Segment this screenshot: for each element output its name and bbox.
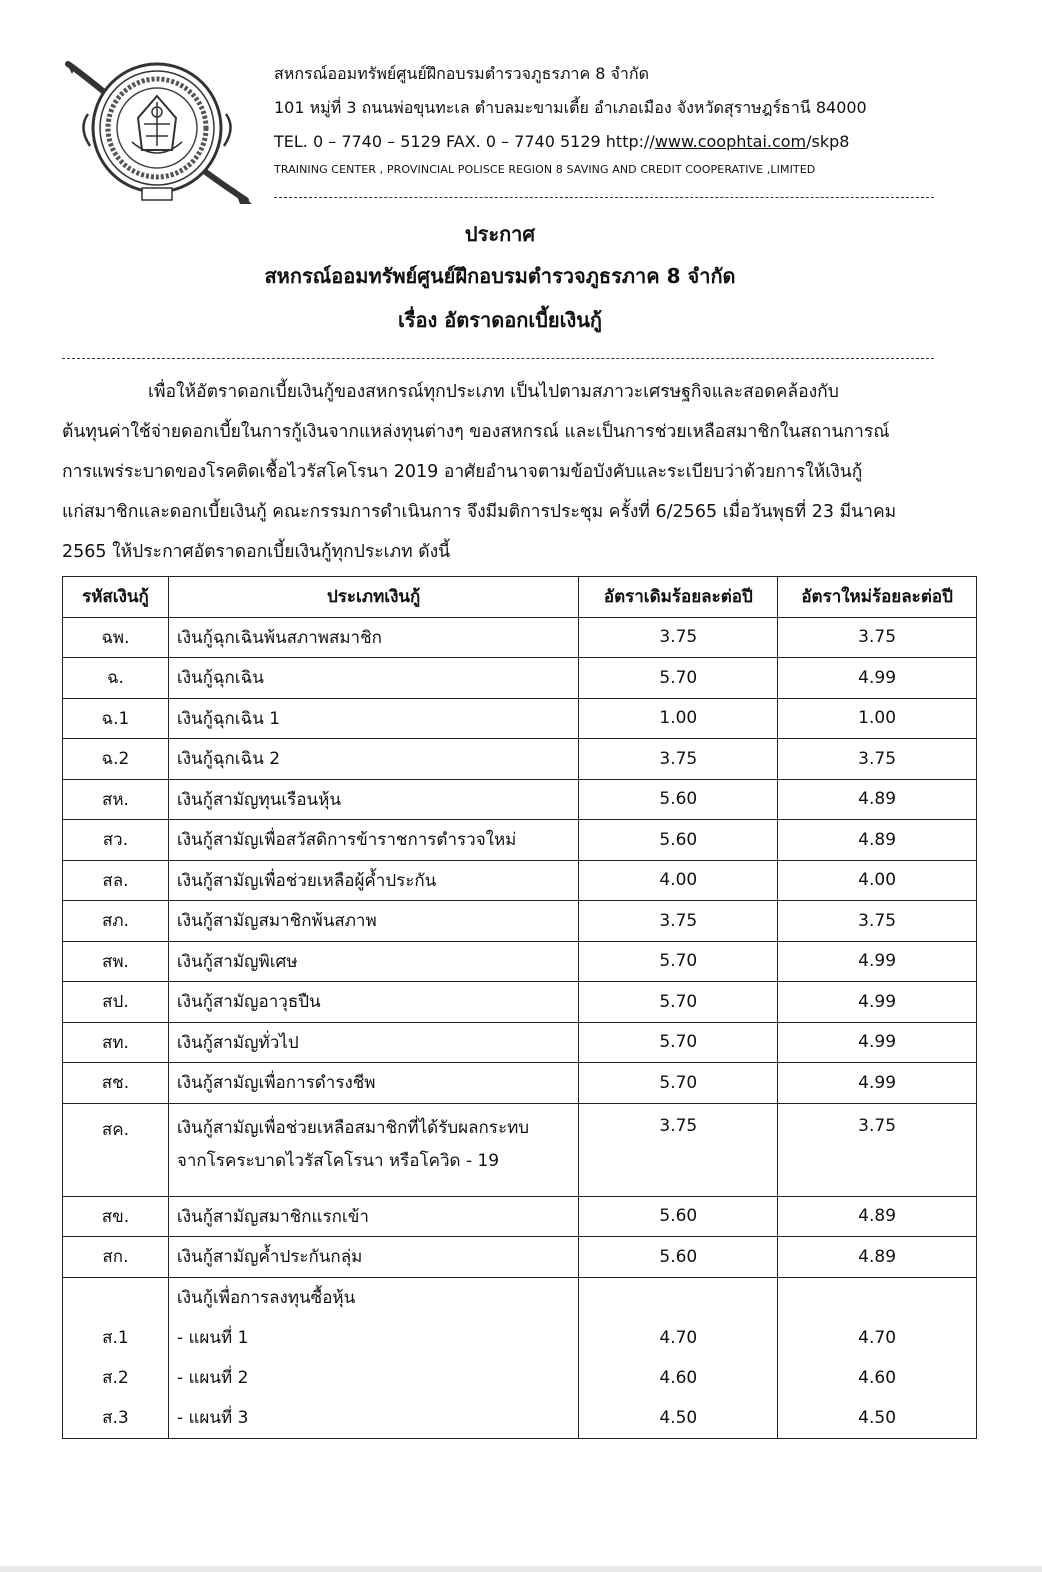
loan-type: เงินกู้สามัญค้ำประกันกลุ่ม — [168, 1237, 579, 1278]
old-rate: 4.60 — [659, 1367, 698, 1388]
title-subject: เรื่อง อัตราดอกเบี้ยเงินกู้ — [397, 308, 603, 332]
new-rate: 3.75 — [778, 739, 977, 780]
title-announcement: ประกาศ — [464, 222, 536, 246]
page-bottom-edge — [0, 1566, 1042, 1572]
old-rate: 5.60 — [579, 820, 778, 861]
loan-type: เงินกู้ฉุกเฉิน 2 — [168, 739, 579, 780]
title-divider — [62, 358, 934, 359]
loan-code: สภ. — [63, 901, 169, 942]
table-row — [63, 820, 977, 861]
loan-type: - แผนที่ 1 — [176, 1327, 249, 1348]
new-rate: 4.89 — [778, 779, 977, 820]
new-rate: 4.50 — [858, 1407, 897, 1428]
loan-type — [168, 1103, 579, 1196]
announcement-title — [0, 214, 1000, 342]
loan-type: เงินกู้สามัญสมาชิกแรกเข้า — [168, 1196, 579, 1237]
old-rate: 5.70 — [579, 658, 778, 699]
loan-type: เงินกู้สามัญพิเศษ — [168, 941, 579, 982]
letterhead-divider — [274, 197, 934, 198]
old-rate: 5.70 — [579, 982, 778, 1023]
old-rate: 3.75 — [579, 901, 778, 942]
loan-type-line: เงินกู้สามัญเพื่อช่วยเหลือสมาชิกที่ได้รับผลกระทบ — [176, 1117, 530, 1138]
announcement-body — [62, 372, 942, 572]
table-row — [63, 1196, 977, 1237]
loan-type: เงินกู้สามัญทั่วไป — [168, 1022, 579, 1063]
new-rate: 3.75 — [778, 617, 977, 658]
old-rate: 5.60 — [579, 779, 778, 820]
new-rate: 4.60 — [858, 1367, 897, 1388]
loan-code: สก. — [63, 1237, 169, 1278]
table-row-share-investment — [63, 1277, 977, 1438]
contact-suffix: /skp8 — [806, 132, 850, 151]
table-row — [63, 1063, 977, 1104]
table-row — [63, 901, 977, 942]
loan-code: สค. — [63, 1103, 169, 1196]
loan-code-stack — [63, 1277, 169, 1438]
loan-code: สข. — [63, 1196, 169, 1237]
contact-prefix: TEL. 0 – 7740 – 5129 FAX. 0 – 7740 5129 http:// — [274, 132, 655, 151]
header-loan-type: ประเภทเงินกู้ — [168, 577, 579, 618]
body-line: การแพร่ระบาดของโรคติดเชื้อไวรัสโคโรนา 2019 อาศัยอำนาจตามข้อบังคับและระเบียบว่าด้วยการให้เงินกู้ — [62, 462, 863, 482]
cooperative-name: สหกรณ์ออมทรัพย์ศูนย์ฝึกอบรมตำรวจภูธรภาค 8 จำกัด — [274, 64, 649, 83]
loan-type-stack — [168, 1277, 579, 1438]
table-row — [63, 698, 977, 739]
old-rate: 4.70 — [659, 1327, 698, 1348]
loan-type: เงินกู้สามัญเพื่อช่วยเหลือผู้ค้ำประกัน — [168, 860, 579, 901]
new-rate: 4.89 — [778, 1196, 977, 1237]
loan-type-line: จากโรคระบาดไวรัสโคโรนา หรือโควิด - 19 — [176, 1150, 500, 1171]
old-rate-stack — [579, 1277, 778, 1438]
body-line: เพื่อให้อัตราดอกเบี้ยเงินกู้ของสหกรณ์ทุกประเภท เป็นไปตามสภาวะเศรษฐกิจและสอดคล้องกับ — [148, 382, 839, 402]
old-rate: 5.70 — [579, 941, 778, 982]
loan-code: ส.3 — [102, 1407, 129, 1428]
loan-type-group-title: เงินกู้เพื่อการลงทุนซื้อหุ้น — [176, 1287, 356, 1308]
new-rate: 4.99 — [778, 941, 977, 982]
header-loan-code: รหัสเงินกู้ — [63, 577, 169, 618]
loan-code: สท. — [63, 1022, 169, 1063]
new-rate: 3.75 — [778, 1103, 977, 1196]
loan-code: ฉ. — [63, 658, 169, 699]
table-row — [63, 860, 977, 901]
loan-code: สว. — [63, 820, 169, 861]
new-rate: 4.99 — [778, 1063, 977, 1104]
old-rate: 3.75 — [579, 1103, 778, 1196]
table-header-row — [63, 577, 977, 618]
body-line: 2565 ให้ประกาศอัตราดอกเบี้ยเงินกู้ทุกประเภท ดังนี้ — [62, 542, 451, 562]
new-rate: 1.00 — [778, 698, 977, 739]
website-link[interactable]: www.coophtai.com — [654, 132, 807, 151]
table-row — [63, 658, 977, 699]
new-rate: 4.99 — [778, 1022, 977, 1063]
table-row-covid-relief — [63, 1103, 977, 1196]
loan-code: สพ. — [63, 941, 169, 982]
loan-code: ฉ.2 — [63, 739, 169, 780]
english-name: TRAINING CENTER , PROVINCIAL POLISCE REGION 8 SAVING AND CREDIT COOPERATIVE ,LIMITED — [274, 163, 816, 176]
title-organization: สหกรณ์ออมทรัพย์ศูนย์ฝึกอบรมตำรวจภูธรภาค 8 จำกัด — [264, 264, 736, 288]
new-rate: 4.89 — [778, 1237, 977, 1278]
old-rate: 5.60 — [579, 1196, 778, 1237]
new-rate: 4.89 — [778, 820, 977, 861]
table-row — [63, 739, 977, 780]
old-rate: 5.70 — [579, 1063, 778, 1104]
table-row — [63, 617, 977, 658]
old-rate: 3.75 — [579, 617, 778, 658]
loan-type: เงินกู้ฉุกเฉินพ้นสภาพสมาชิก — [168, 617, 579, 658]
loan-code: สช. — [63, 1063, 169, 1104]
loan-type: เงินกู้สามัญเพื่อการดำรงชีพ — [168, 1063, 579, 1104]
table-row — [63, 1022, 977, 1063]
loan-type: เงินกู้สามัญทุนเรือนหุ้น — [168, 779, 579, 820]
body-line: ต้นทุนค่าใช้จ่ายดอกเบี้ยในการกู้เงินจากแหล่งทุนต่างๆ ของสหกรณ์ และเป็นการช่วยเหลือสมาชิกในสถานการณ์ — [62, 422, 890, 442]
old-rate: 4.00 — [579, 860, 778, 901]
loan-code: ฉพ. — [63, 617, 169, 658]
old-rate: 5.70 — [579, 1022, 778, 1063]
table-row — [63, 1237, 977, 1278]
new-rate: 4.99 — [778, 658, 977, 699]
old-rate: 3.75 — [579, 739, 778, 780]
body-line: แก่สมาชิกและดอกเบี้ยเงินกู้ คณะกรรมการดำเนินการ จึงมีมติการประชุม ครั้งที่ 6/2565 เมื่อวันพุธที่ 23 มีนาคม — [62, 502, 897, 522]
contact-line — [274, 128, 974, 160]
new-rate: 4.70 — [858, 1327, 897, 1348]
cooperative-seal-emblem — [58, 54, 256, 206]
new-rate: 3.75 — [778, 901, 977, 942]
header-new-rate: อัตราใหม่ร้อยละต่อปี — [778, 577, 977, 618]
new-rate: 4.00 — [778, 860, 977, 901]
loan-code: ส.2 — [102, 1367, 129, 1388]
loan-type: เงินกู้ฉุกเฉิน 1 — [168, 698, 579, 739]
loan-type: เงินกู้สามัญเพื่อสวัสดิการข้าราชการตำรวจใหม่ — [168, 820, 579, 861]
old-rate: 5.60 — [579, 1237, 778, 1278]
new-rate-stack — [778, 1277, 977, 1438]
loan-type: เงินกู้ฉุกเฉิน — [168, 658, 579, 699]
loan-type: - แผนที่ 3 — [176, 1407, 249, 1428]
loan-code: สห. — [63, 779, 169, 820]
letterhead — [274, 60, 974, 180]
table-row — [63, 941, 977, 982]
loan-type: - แผนที่ 2 — [176, 1367, 249, 1388]
address-line: 101 หมู่ที่ 3 ถนนพ่อขุนทะเล ตำบลมะขามเตี้ย อำเภอเมือง จังหวัดสุราษฎร์ธานี 84000 — [274, 98, 867, 117]
loan-code: ฉ.1 — [63, 698, 169, 739]
loan-type: เงินกู้สามัญอาวุธปืน — [168, 982, 579, 1023]
loan-code: ส.1 — [102, 1327, 129, 1348]
new-rate: 4.99 — [778, 982, 977, 1023]
header-old-rate: อัตราเดิมร้อยละต่อปี — [579, 577, 778, 618]
loan-type: เงินกู้สามัญสมาชิกพ้นสภาพ — [168, 901, 579, 942]
old-rate: 1.00 — [579, 698, 778, 739]
loan-code: สป. — [63, 982, 169, 1023]
old-rate: 4.50 — [659, 1407, 698, 1428]
loan-code: สล. — [63, 860, 169, 901]
table-row — [63, 779, 977, 820]
table-row — [63, 982, 977, 1023]
interest-rate-table — [62, 576, 977, 1439]
